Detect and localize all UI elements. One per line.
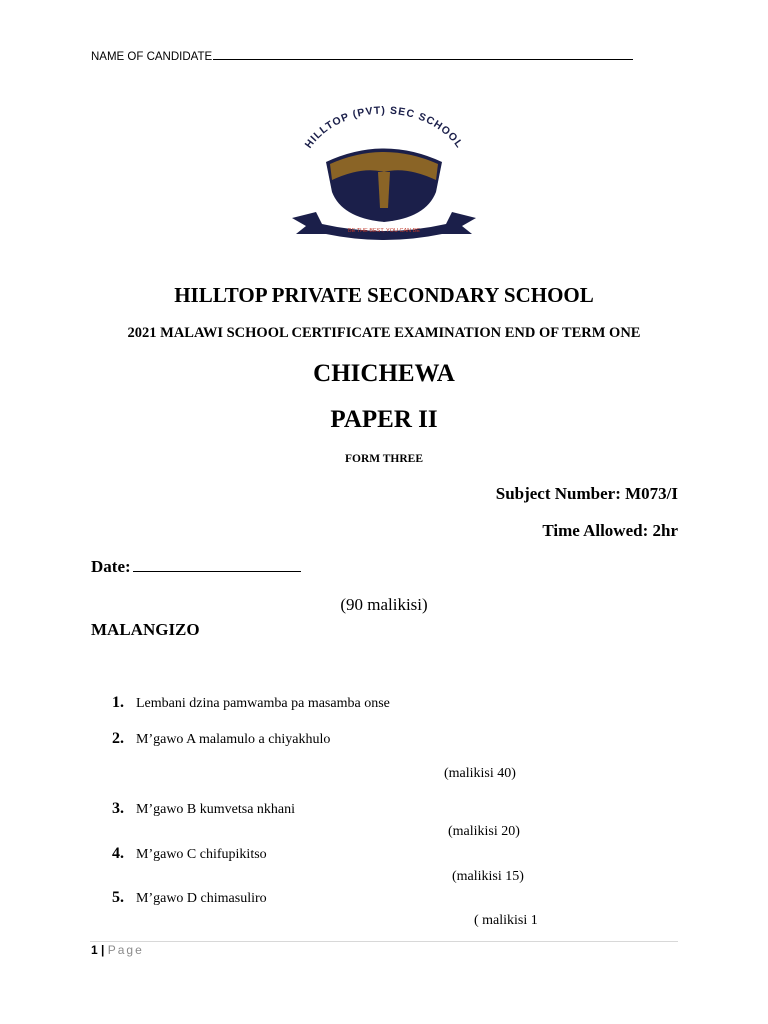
date-field xyxy=(91,557,301,577)
candidate-name-line xyxy=(213,48,633,60)
instruction-number: 5. xyxy=(112,889,124,906)
instruction-marks: (malikisi 40) xyxy=(444,766,516,781)
time-allowed: Time Allowed: 2hr xyxy=(542,521,678,540)
instruction-item xyxy=(112,889,267,907)
footer-divider xyxy=(90,941,678,942)
instruction-marks: (malikisi 15) xyxy=(452,869,524,884)
page-word: Page xyxy=(107,943,144,957)
instruction-text: M’gawo B kumvetsa nkhani xyxy=(136,802,296,817)
date-line xyxy=(133,557,301,572)
instruction-text: M’gawo C chifupikitso xyxy=(136,847,267,862)
page-footer xyxy=(91,943,144,957)
instruction-marks: ( malikisi 1 xyxy=(474,913,538,928)
subject-title: CHICHEWA xyxy=(313,360,455,387)
instruction-marks: (malikisi 20) xyxy=(448,824,520,839)
instruction-item xyxy=(112,730,330,748)
paper-title: PAPER II xyxy=(330,406,438,433)
school-logo xyxy=(286,100,482,250)
candidate-name-label: NAME OF CANDIDATE xyxy=(91,51,213,63)
form-level: FORM THREE xyxy=(344,453,424,465)
total-marks: (90 malikisi) xyxy=(340,595,428,614)
instruction-text: M’gawo A malamulo a chiyakhulo xyxy=(136,732,331,747)
logo-motto: BE THE BEST, YOU CAN BE xyxy=(348,228,420,234)
instruction-number: 4. xyxy=(112,845,124,862)
instruction-number: 1. xyxy=(112,694,124,711)
instruction-item xyxy=(112,845,267,863)
exam-title: 2021 MALAWI SCHOOL CERTIFICATE EXAMINATION END OF TERM ONE xyxy=(127,325,641,341)
instruction-item xyxy=(112,800,295,818)
instruction-number: 3. xyxy=(112,800,124,817)
logo-arc-text: HILLTOP (PVT) SEC SCHOOL xyxy=(302,104,466,151)
subject-number: Subject Number: M073/I xyxy=(495,484,678,503)
logo-figure xyxy=(378,172,390,208)
school-name: HILLTOP PRIVATE SECONDARY SCHOOL xyxy=(174,283,594,307)
page-number: 1 xyxy=(91,943,98,957)
candidate-name-field xyxy=(91,48,633,63)
instructions-heading: MALANGIZO xyxy=(91,620,200,639)
instruction-text: M’gawo D chimasuliro xyxy=(136,891,267,906)
instruction-number: 2. xyxy=(112,730,124,747)
page-separator: | xyxy=(101,943,105,957)
instruction-text: Lembani dzina pamwamba pa masamba onse xyxy=(136,696,390,711)
instruction-item xyxy=(112,694,390,712)
date-label: Date: xyxy=(91,557,131,576)
